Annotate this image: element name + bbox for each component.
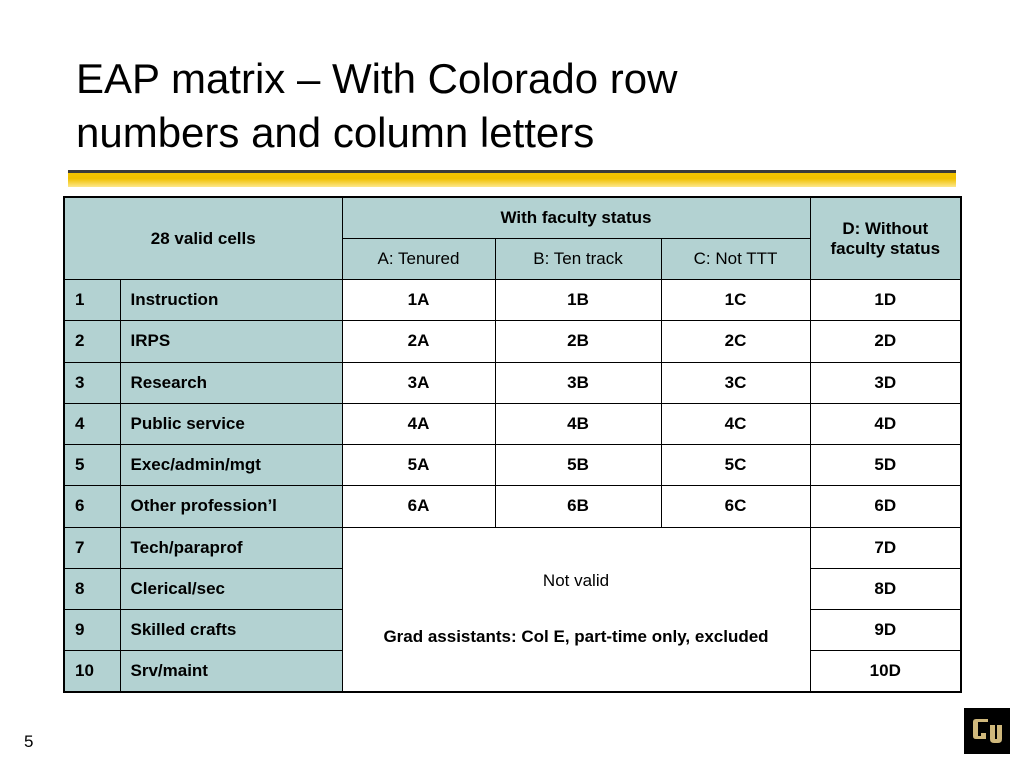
row-number: 2: [64, 321, 120, 362]
cell-a: 3A: [342, 362, 495, 403]
row-label: Skilled crafts: [120, 610, 342, 651]
cell-b: 2B: [495, 321, 661, 362]
header-row-1: [64, 197, 961, 238]
not-valid-block: [342, 527, 810, 692]
table-row: [64, 362, 961, 403]
table-row: [64, 486, 961, 527]
cell-a: 6A: [342, 486, 495, 527]
row-number: 4: [64, 403, 120, 444]
row-label: Clerical/sec: [120, 568, 342, 609]
grad-assistants-note: Grad assistants: Col E, part-time only, excluded: [383, 627, 769, 647]
cell-c: 6C: [661, 486, 810, 527]
cell-d: 5D: [810, 445, 961, 486]
row-label: Instruction: [120, 280, 342, 321]
cu-logo-icon: [964, 708, 1010, 754]
row-number: 6: [64, 486, 120, 527]
cell-c: 1C: [661, 280, 810, 321]
cell-d: 2D: [810, 321, 961, 362]
cell-d: 7D: [810, 527, 961, 568]
table-row: [64, 403, 961, 444]
col-d-header: D: Without faculty status: [810, 197, 961, 280]
title-divider-gold: [68, 173, 956, 187]
cell-a: 1A: [342, 280, 495, 321]
cell-d: 9D: [810, 610, 961, 651]
table-row: [64, 445, 961, 486]
slide-title: [76, 52, 956, 160]
row-number: 10: [64, 651, 120, 692]
cell-d: 3D: [810, 362, 961, 403]
row-number: 9: [64, 610, 120, 651]
table-row: [64, 527, 961, 568]
cell-c: 4C: [661, 403, 810, 444]
cell-d: 4D: [810, 403, 961, 444]
row-number: 5: [64, 445, 120, 486]
page-number: 5: [24, 732, 34, 751]
eap-matrix-table: [63, 196, 962, 693]
cell-c: 3C: [661, 362, 810, 403]
cell-a: 5A: [342, 445, 495, 486]
cell-d: 1D: [810, 280, 961, 321]
col-b-header: B: Ten track: [495, 238, 661, 279]
cell-c: 5C: [661, 445, 810, 486]
cell-d: 8D: [810, 568, 961, 609]
row-number: 1: [64, 280, 120, 321]
row-number: 3: [64, 362, 120, 403]
not-valid-label: Not valid: [542, 571, 610, 591]
col-c-header: C: Not TTT: [661, 238, 810, 279]
row-number: 7: [64, 527, 120, 568]
corner-cell: 28 valid cells: [64, 197, 342, 280]
cell-b: 6B: [495, 486, 661, 527]
row-label: Srv/maint: [120, 651, 342, 692]
cell-d: 10D: [810, 651, 961, 692]
row-label: Other profession’l: [120, 486, 342, 527]
group-header-with-faculty-status: With faculty status: [342, 197, 810, 238]
table-row: [64, 280, 961, 321]
row-label: Research: [120, 362, 342, 403]
cell-c: 2C: [661, 321, 810, 362]
cell-b: 4B: [495, 403, 661, 444]
row-label: IRPS: [120, 321, 342, 362]
table-row: [64, 321, 961, 362]
cell-b: 5B: [495, 445, 661, 486]
col-a-header: A: Tenured: [342, 238, 495, 279]
row-label: Tech/paraprof: [120, 527, 342, 568]
row-label: Exec/admin/mgt: [120, 445, 342, 486]
row-number: 8: [64, 568, 120, 609]
cell-b: 3B: [495, 362, 661, 403]
row-label: Public service: [120, 403, 342, 444]
cell-a: 4A: [342, 403, 495, 444]
cell-d: 6D: [810, 486, 961, 527]
cell-a: 2A: [342, 321, 495, 362]
cell-b: 1B: [495, 280, 661, 321]
slide-title-line-1: EAP matrix – With Colorado row: [76, 55, 678, 102]
slide-title-line-2: numbers and column letters: [76, 109, 595, 156]
cu-logo-svg: [968, 712, 1006, 750]
